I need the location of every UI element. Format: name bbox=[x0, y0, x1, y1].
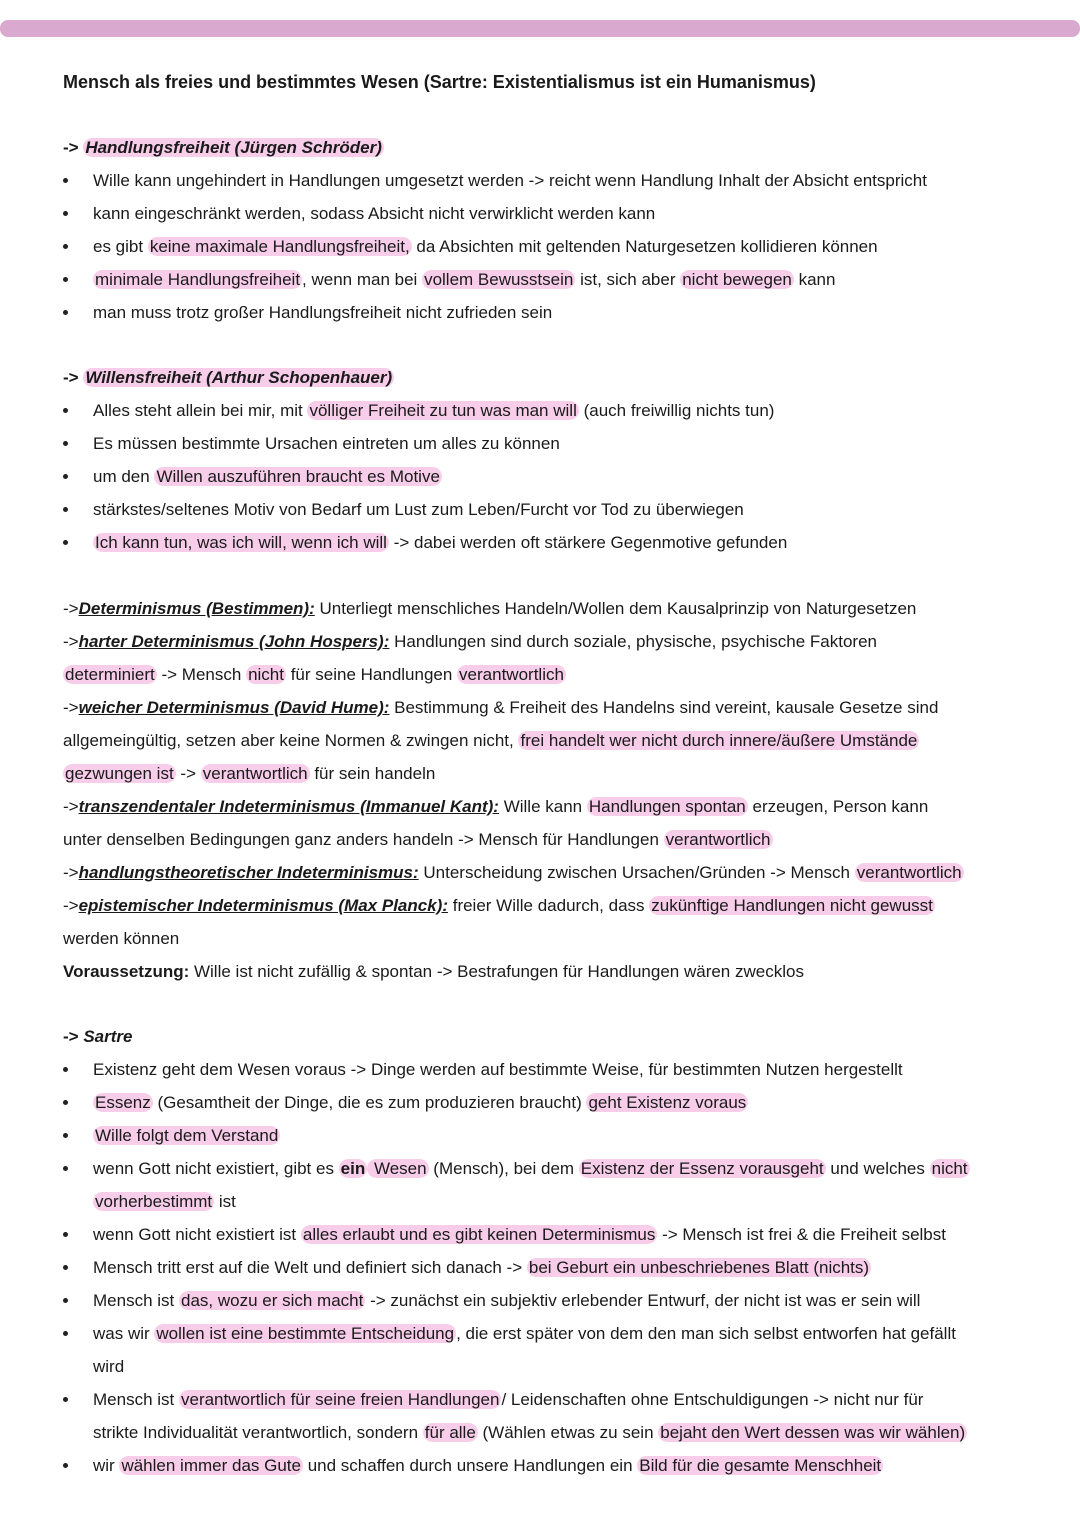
determinismus-line: ->Determinismus (Bestimmen): Unterliegt menschliches Handeln/Wollen dem Kausalprinzip von Naturgesetzen bbox=[63, 599, 917, 618]
bullet-dot bbox=[63, 441, 68, 446]
top-accent-bar bbox=[0, 20, 1080, 37]
list-item: Mensch ist das, wozu er sich macht -> zunächst ein subjektiv erlebender Entwurf, der nicht ist was er sein will bbox=[93, 1291, 921, 1310]
list-item: wenn Gott nicht existiert ist alles erlaubt und es gibt keinen Determinismus -> Mensch ist frei & die Freiheit selbst bbox=[93, 1225, 946, 1244]
heading-willensfreiheit: -> Willensfreiheit (Arthur Schopenhauer) bbox=[63, 368, 393, 387]
heading-sartre: -> Sartre bbox=[63, 1027, 133, 1046]
page-title: Mensch als freies und bestimmtes Wesen (Sartre: Existentialismus ist ein Humanismus) bbox=[63, 72, 816, 92]
list-item: Wille folgt dem Verstand bbox=[95, 1126, 279, 1145]
voraussetzung-line: Voraussetzung: Wille ist nicht zufällig & spontan -> Bestrafungen für Handlungen wären zwecklos bbox=[63, 962, 804, 981]
list-item: wenn Gott nicht existiert, gibt es ein Wesen (Mensch), bei dem Existenz der Essenz vorausgeht und welches nicht bbox=[93, 1159, 968, 1178]
heading-handlungsfreiheit: -> Handlungsfreiheit (Jürgen Schröder) bbox=[63, 138, 382, 157]
bullet-dot bbox=[63, 1463, 68, 1468]
bullet-dot bbox=[63, 540, 68, 545]
bullet-dot bbox=[63, 1067, 68, 1072]
bullet-dot bbox=[63, 178, 68, 183]
list-item-continued: wird bbox=[93, 1357, 125, 1376]
bullet-dot bbox=[63, 1133, 68, 1138]
transzendentaler-indeterminismus-line: ->transzendentaler Indeterminismus (Immanuel Kant): Wille kann Handlungen spontan erzeugen, Person kann bbox=[63, 797, 929, 816]
bullet-dot bbox=[63, 1100, 68, 1105]
list-item-continued: vorherbestimmt ist bbox=[95, 1192, 236, 1211]
epistemischer-indeterminismus-line: ->epistemischer Indeterminismus (Max Planck): freier Wille dadurch, dass zukünftige Handlungen nicht gewusst bbox=[63, 896, 933, 915]
list-item: minimale Handlungsfreiheit , wenn man bei vollem Bewusstsein ist, sich aber nicht bewegen kann bbox=[95, 270, 836, 289]
list-item: Ich kann tun, was ich will, wenn ich will -> dabei werden oft stärkere Gegenmotive gefunden bbox=[95, 533, 788, 552]
list-item: es gibt keine maximale Handlungsfreiheit, da Absichten mit geltenden Naturgesetzen kollidieren können bbox=[93, 237, 878, 256]
bullet-dot bbox=[63, 1265, 68, 1270]
list-item: um den Willen auszuführen braucht es Motive bbox=[93, 467, 440, 486]
list-item: wir wählen immer das Gute und schaffen durch unsere Handlungen ein Bild für die gesamte Menschheit bbox=[93, 1456, 882, 1475]
list-item: Alles steht allein bei mir, mit völliger Freiheit zu tun was man will (auch freiwillig nichts tun) bbox=[93, 401, 775, 420]
list-item: kann eingeschränkt werden, sodass Absicht nicht verwirklicht werden kann bbox=[93, 204, 656, 223]
list-item: Existenz geht dem Wesen voraus -> Dinge werden auf bestimmte Weise, für bestimmten Nutzen hergestellt bbox=[93, 1060, 903, 1079]
list-item: Mensch ist verantwortlich für seine freien Handlungen / Leidenschaften ohne Entschuldigungen -> nicht nur für bbox=[93, 1390, 924, 1409]
text-line: gezwungen ist -> verantwortlich für sein handeln bbox=[65, 764, 436, 783]
text-line: allgemeingültig, setzen aber keine Normen & zwingen nicht, frei handelt wer nicht durch innere/äußere Umstände bbox=[63, 731, 918, 750]
harter-determinismus-line: ->harter Determinismus (John Hospers): Handlungen sind durch soziale, physische, psychische Faktoren bbox=[63, 632, 877, 651]
text-line: werden können bbox=[63, 929, 180, 948]
bullet-dot bbox=[63, 474, 68, 479]
list-item: was wir wollen ist eine bestimmte Entscheidung , die erst später von dem den man sich selbst entworfen hat gefällt bbox=[93, 1324, 956, 1343]
list-item-continued: strikte Individualität verantwortlich, sondern für alle (Wählen etwas zu sein bejaht den Wert dessen was wir wählen) bbox=[93, 1423, 966, 1442]
list-item: Mensch tritt erst auf die Welt und definiert sich danach -> bei Geburt ein unbeschriebenes Blatt (nichts) bbox=[93, 1258, 870, 1277]
list-item: Essenz (Gesamtheit der Dinge, die es zum produzieren braucht) geht Existenz voraus bbox=[95, 1093, 747, 1112]
bullet-dot bbox=[63, 1397, 68, 1402]
bullet-dot bbox=[63, 408, 68, 413]
list-item: Wille kann ungehindert in Handlungen umgesetzt werden -> reicht wenn Handlung Inhalt der Absicht entspricht bbox=[93, 171, 927, 190]
list-item: Es müssen bestimmte Ursachen eintreten um alles zu können bbox=[93, 434, 560, 453]
bullet-dot bbox=[63, 1166, 68, 1171]
bullet-dot bbox=[63, 310, 68, 315]
list-item: man muss trotz großer Handlungsfreiheit nicht zufrieden sein bbox=[93, 303, 553, 322]
bullet-dot bbox=[63, 507, 68, 512]
text-line: determiniert -> Mensch nicht für seine Handlungen verantwortlich bbox=[65, 665, 564, 684]
list-item: stärkstes/seltenes Motiv von Bedarf um Lust zum Leben/Furcht vor Tod zu überwiegen bbox=[93, 500, 744, 519]
bullet-dot bbox=[63, 1331, 68, 1336]
bullet-dot bbox=[63, 244, 68, 249]
text-line: unter denselben Bedingungen ganz anders handeln -> Mensch für Handlungen verantwortlich bbox=[63, 830, 771, 849]
handlungstheoretischer-indeterminismus-line: ->handlungstheoretischer Indeterminismus: Unterscheidung zwischen Ursachen/Gründen -> Mensch verantwortlich bbox=[63, 863, 962, 882]
bullet-dot bbox=[63, 211, 68, 216]
bullet-dot bbox=[63, 277, 68, 282]
bullet-dot bbox=[63, 1298, 68, 1303]
bullet-dot bbox=[63, 1232, 68, 1237]
weicher-determinismus-line: ->weicher Determinismus (David Hume): Bestimmung & Freiheit des Handelns sind vereint, kausale Gesetze sind bbox=[63, 698, 939, 717]
